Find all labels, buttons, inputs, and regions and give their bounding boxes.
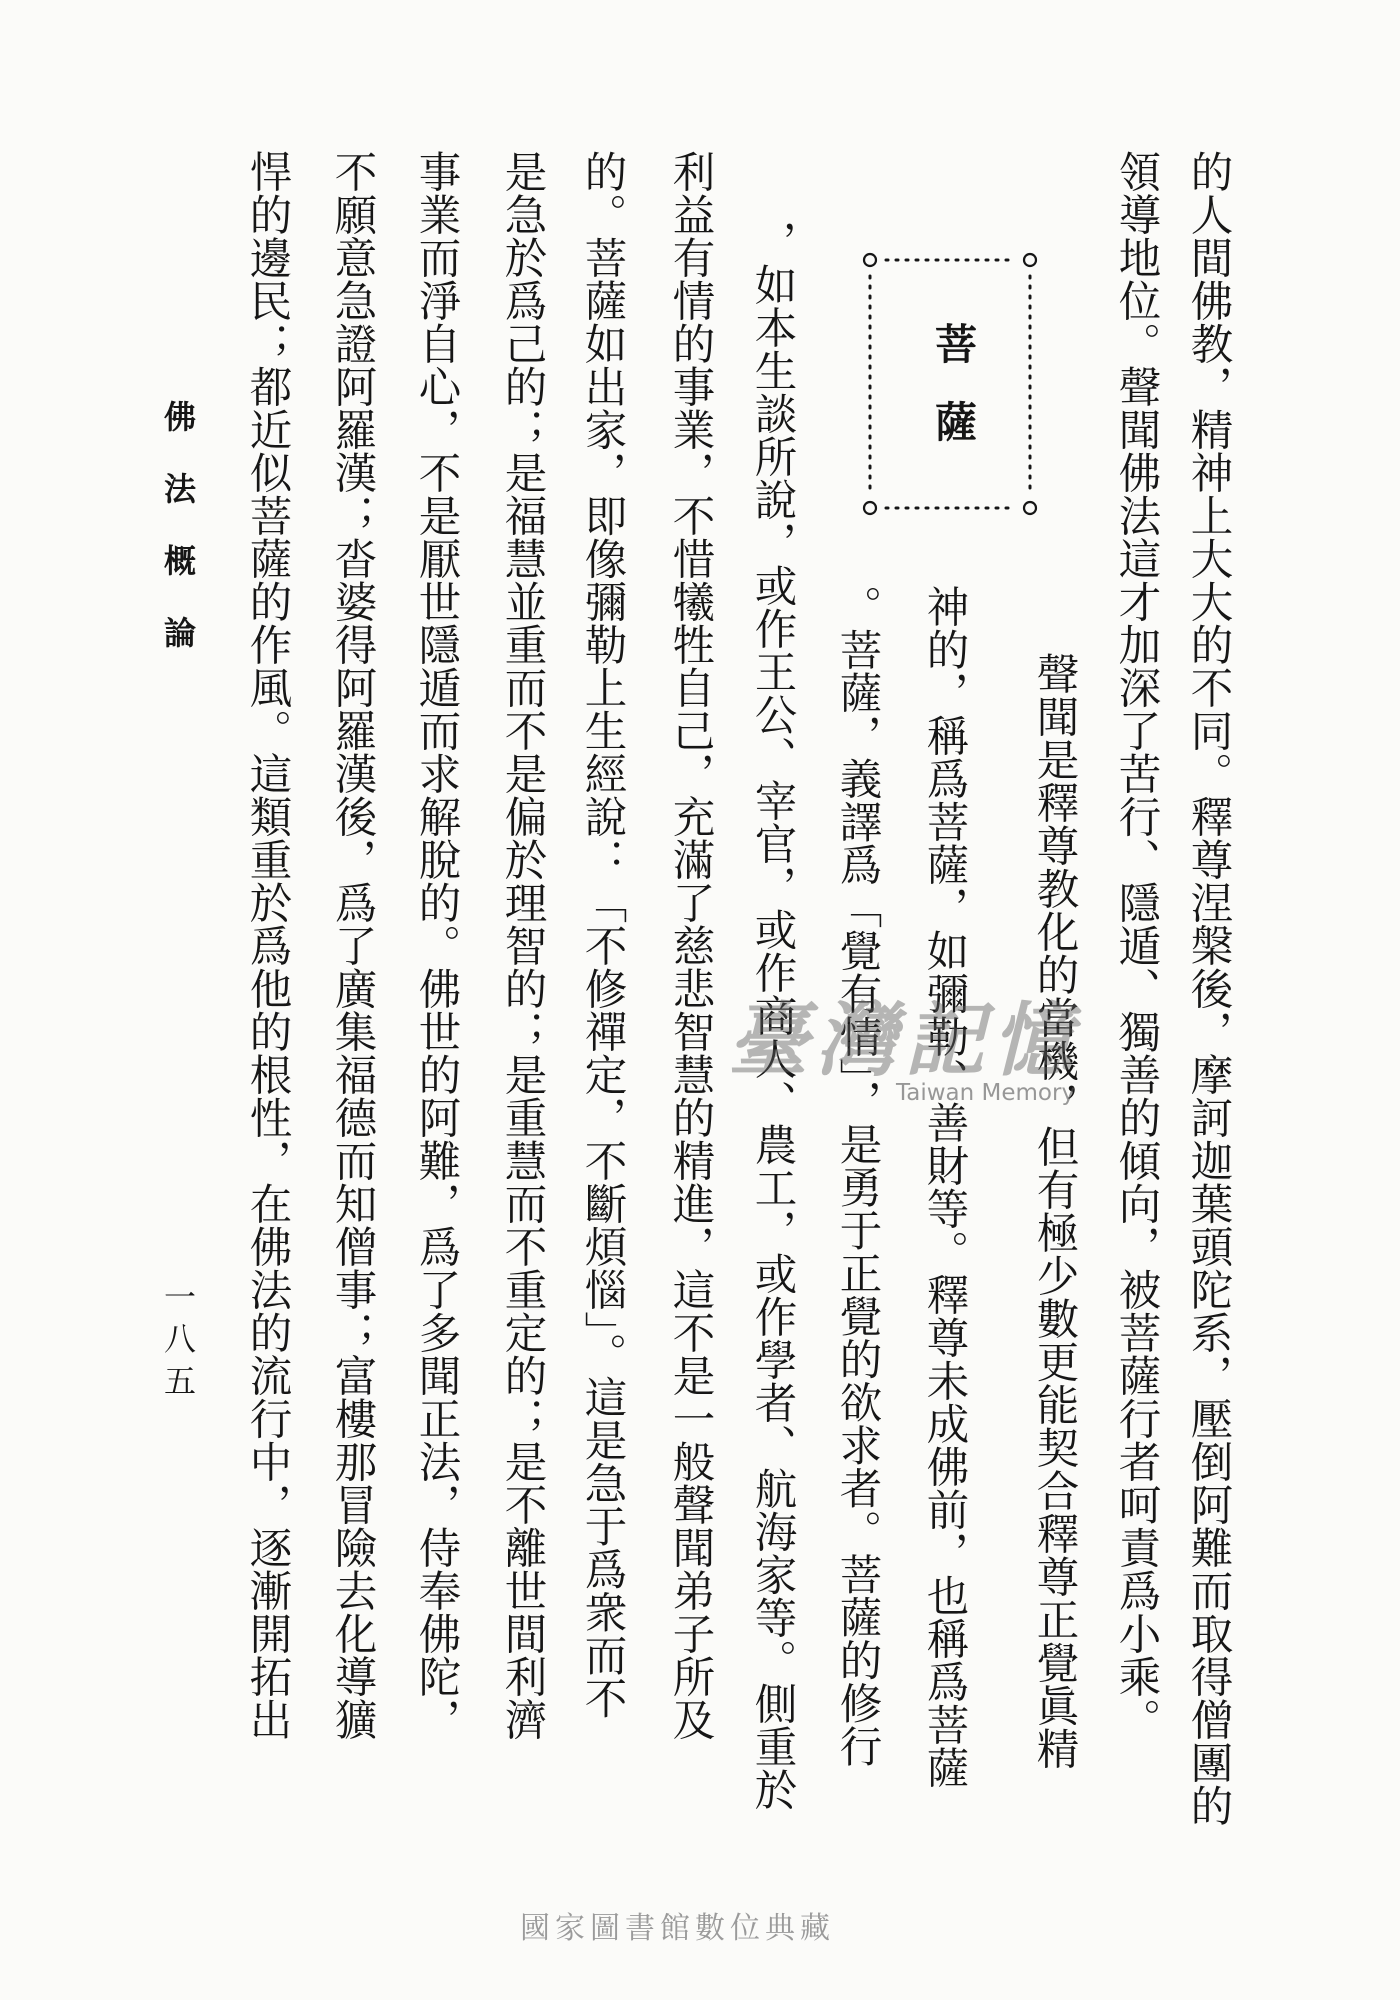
- book-title: 佛法概論: [159, 400, 197, 688]
- text-column-1: 的人間佛教，精神上大大的不同。釋尊涅槃後，摩訶迦葉頭陀系，壓倒阿難而取得僧團的: [1183, 150, 1233, 1827]
- text-column-4: 神的，稱爲菩薩，如彌勒、善財等。釋尊未成佛前，也稱爲菩薩: [919, 585, 969, 1789]
- text-column-3: 聲聞是釋尊教化的當機，但有極少數更能契合釋尊正覺眞精: [1029, 652, 1079, 1770]
- watermark-title: 臺灣記憶: [728, 993, 1080, 1087]
- section-heading: 菩薩: [929, 322, 978, 478]
- page-number: 一八五: [159, 1280, 197, 1406]
- footer-credit: 國家圖書館數位典藏: [520, 1911, 835, 1946]
- text-column-2: 領導地位。聲聞佛法這才加深了苦行、隱遁、獨善的傾向，被菩薩行者呵責爲小乘。: [1111, 150, 1161, 1741]
- watermark-subtitle: Taiwan Memory: [896, 1080, 1076, 1106]
- text-column-8: 的。菩薩如出家，即像彌勒上生經說：「不修禪定，不斷煩惱」。這是急于爲衆而不: [577, 150, 627, 1720]
- text-column-12: 悍的邊民；都近似菩薩的作風。這類重於爲他的根性，在佛法的流行中，逐漸開拓出: [242, 150, 292, 1741]
- text-column-11: 不願意急證阿羅漢；沓婆得阿羅漢後，爲了廣集福德而知僧事；富樓那冒險去化導獷: [327, 150, 377, 1741]
- text-column-6: ，如本生談所說，或作王公、宰官，或作商人、農工，或作學者、航海家等。側重於: [747, 220, 797, 1811]
- section-heading-box: [862, 252, 1038, 516]
- text-column-9: 是急於爲己的；是福慧並重而不是偏於理智的；是重慧而不重定的；是不離世間利濟: [497, 150, 547, 1741]
- text-column-10: 事業而淨自心，不是厭世隱遁而求解脫的。佛世的阿難，爲了多聞正法，侍奉佛陀，: [411, 150, 461, 1741]
- text-column-5: 。菩薩，義譯爲「覺有情」，是勇于正覺的欲求者。菩薩的修行: [832, 585, 882, 1768]
- text-column-7: 利益有情的事業，不惜犧牲自己，充滿了慈悲智慧的精進，這不是一般聲聞弟子所及: [665, 150, 715, 1741]
